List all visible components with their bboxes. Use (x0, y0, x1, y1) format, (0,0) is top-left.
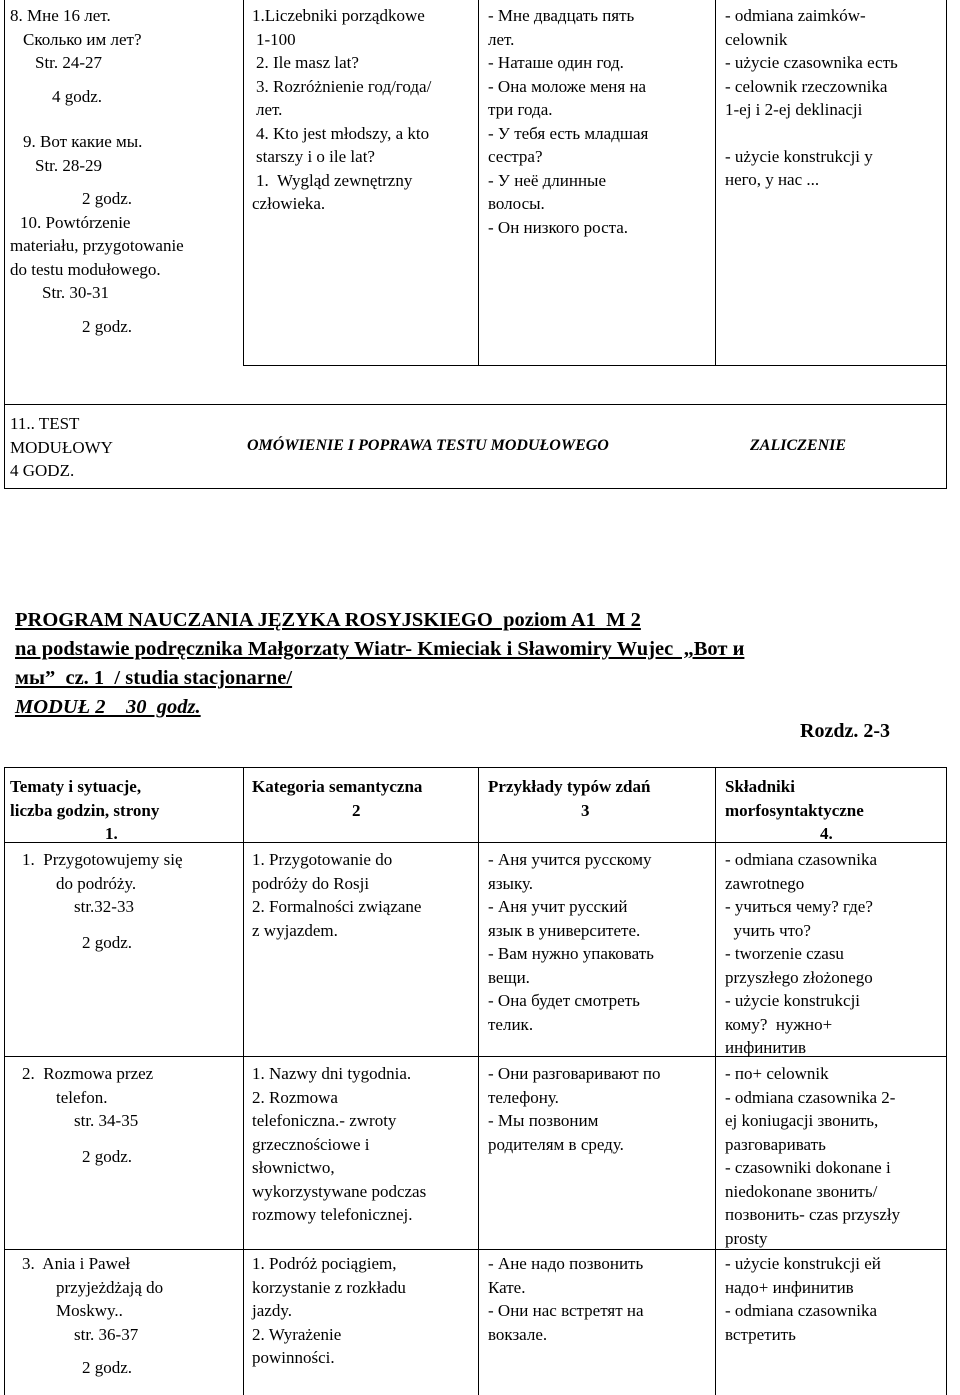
category-line: starszy i o ile lat? (256, 147, 375, 166)
header-topics (10, 775, 240, 846)
table-border (946, 767, 947, 1395)
topic-line: materiału, przygotowanie (10, 236, 184, 255)
row-line: - Мы позвоним (488, 1111, 599, 1130)
program-title-line: мы” cz. 1 / studia stacjonarne/ (15, 667, 293, 689)
row-line: Кате. (488, 1277, 526, 1297)
category-line: 1.Liczebniki porządkowe (252, 6, 425, 25)
test-label-line: MODUŁOWY (10, 437, 113, 457)
table-border (4, 0, 5, 489)
test-label-line: 11.. TEST (10, 414, 80, 433)
topic-line: 2 godz. (82, 316, 133, 336)
table-row-3-category (252, 1252, 474, 1370)
header-line: Przykłady typów zdań (488, 777, 651, 796)
row-line: родителям в среду. (488, 1134, 624, 1154)
row-line: кому? нужно+ (725, 1014, 833, 1034)
row-line: - Аня учит русский (488, 897, 628, 916)
example-line: - Он низкого роста. (488, 217, 629, 237)
row-line: - Она будет смотреть (488, 991, 640, 1010)
table-row-3-topic (22, 1252, 240, 1380)
table-border (478, 767, 479, 1395)
morphosyntax-cell (725, 4, 943, 192)
row-line: - Они нас встретят на (488, 1301, 644, 1320)
topic-line: Str. 24-27 (35, 53, 103, 72)
header-line: morfosyntaktyczne (725, 800, 864, 820)
row-line: встретить (725, 1324, 796, 1344)
morphosyntax-line: него, у нас ... (725, 170, 820, 189)
topic-line (10, 118, 235, 130)
row-line: rozmowy telefonicznej. (252, 1205, 413, 1224)
topic-line: Сколько им лет? (23, 29, 142, 49)
row-line: 1. Przygotowanie do (252, 850, 393, 869)
example-line: - Мне двадцать пять (488, 6, 635, 25)
test-review-text: OMÓWIENIE I POPRAWA TESTU MODUŁOWEGO (247, 437, 609, 454)
table-row-2-category (252, 1062, 474, 1227)
row-line: korzystanie z rozkładu (252, 1277, 406, 1297)
row-line: - Аня учится русскому (488, 850, 652, 869)
header-line: Kategoria semantyczna (252, 777, 423, 796)
program-title-line: PROGRAM NAUCZANIA JĘZYKA ROSYJSKIEGO poziom A1 M 2 (15, 609, 641, 631)
header-line: 3 (581, 800, 590, 820)
row-line: 1. Nazwy dni tygodnia. (252, 1064, 412, 1083)
topic-line (10, 108, 235, 118)
row-line: z wyjazdem. (252, 920, 338, 940)
row-line: powinności. (252, 1348, 335, 1367)
topic-line: Str. 28-29 (35, 155, 103, 175)
row-line: zawrotnego (725, 873, 805, 893)
row-line: do podróży. (56, 873, 137, 893)
row-line: учить что? (725, 920, 811, 940)
row-line: przyszłego złożonego (725, 967, 873, 987)
morphosyntax-line: - odmiana zaimków- (725, 6, 866, 25)
row-line: вокзале. (488, 1324, 548, 1344)
row-line (22, 919, 240, 931)
row-line: przyjeżdżają do (56, 1277, 164, 1297)
header-sentence-examples (488, 775, 710, 822)
row-line: разговаривать (725, 1134, 826, 1154)
topic-line: 4 godz. (52, 86, 103, 106)
table-border (4, 767, 947, 768)
row-line: - odmiana czasownika (725, 1301, 877, 1320)
row-line: 2. Wyrażenie (252, 1324, 342, 1344)
table-row-3-examples (488, 1252, 710, 1346)
row-line: - użycie konstrukcji ей (725, 1254, 881, 1273)
row-line: str. 36-37 (74, 1324, 139, 1344)
program-title-line: na podstawie podręcznika Małgorzaty Wiatr- Kmieciak i Sławomiry Wujec „Вот и (15, 638, 745, 660)
topic-line: 8. Мне 16 лет. (10, 6, 111, 25)
header-semantic-category (252, 775, 474, 822)
row-line: 2. Rozmowa (252, 1087, 338, 1107)
table-border (4, 767, 5, 1395)
program-title (15, 606, 945, 722)
category-line: 3. Rozróżnienie год/года/ (256, 76, 432, 96)
category-line: 1. Wygląd zewnętrzny (256, 170, 413, 190)
row-line: - odmiana czasownika (725, 850, 877, 869)
row-line: 2 godz. (82, 1146, 133, 1166)
row-line: - Ане надо позвонить (488, 1254, 644, 1273)
row-line: telefoniczna.- zwroty (252, 1111, 397, 1130)
row-line: 2 godz. (82, 932, 133, 952)
example-line: сестра? (488, 147, 543, 166)
example-line: - Она моложе меня на (488, 76, 647, 96)
row-line: - учиться чему? где? (725, 897, 873, 916)
row-line: 2 godz. (82, 1358, 133, 1377)
header-morphosyntax (725, 775, 943, 846)
table-row-3-morphosyntax (725, 1252, 943, 1346)
table-row-2-morphosyntax (725, 1062, 943, 1250)
example-line: волосы. (488, 194, 545, 213)
example-line: - У неё длинные (488, 170, 607, 190)
row-line: 3. Ania i Paweł (22, 1254, 131, 1273)
row-line: prosty (725, 1228, 768, 1248)
row-line: - użycie konstrukcji (725, 991, 861, 1010)
row-line: вещи. (488, 967, 530, 987)
table-border (4, 404, 947, 405)
row-line: 2. Formalności związane (252, 897, 422, 916)
topic-line (10, 177, 235, 187)
header-line: Składniki (725, 777, 795, 796)
row-line: słownictwo, (252, 1158, 335, 1177)
chapter-range: Rozdz. 2-3 (800, 720, 890, 742)
table-border (715, 0, 716, 365)
table-border (243, 0, 244, 365)
table-border (946, 0, 947, 489)
morphosyntax-line: - użycie konstrukcji у (725, 146, 873, 166)
table-row-1-category (252, 848, 474, 942)
row-line: Moskwy.. (56, 1301, 123, 1320)
credit-text: ZALICZENIE (750, 437, 847, 454)
row-line: niedokonane звонить/ (725, 1181, 878, 1201)
morphosyntax-line: 1-ej i 2-ej deklinacji (725, 100, 863, 119)
sentence-examples-cell (488, 4, 710, 239)
row-line: телефону. (488, 1087, 559, 1107)
row-line: grzecznościowe i (252, 1134, 370, 1154)
topic-line (10, 75, 235, 85)
row-line: надо+ инфинитив (725, 1277, 854, 1297)
row-line: инфинитив (725, 1038, 807, 1057)
table-border (715, 767, 716, 1395)
morphosyntax-line (725, 122, 943, 145)
topic-line: Str. 30-31 (42, 283, 110, 302)
module-line: MODUŁ 2 30 godz. (15, 696, 201, 718)
table-row-1-topic (22, 848, 240, 954)
test-label-line: 4 GODZ. (10, 461, 75, 480)
row-line (22, 1133, 240, 1145)
category-line: 2. Ile masz lat? (256, 53, 359, 72)
row-line: позвонить- czas przyszły (725, 1205, 901, 1224)
header-line: 4. (820, 824, 833, 843)
morphosyntax-line: celownik (725, 29, 788, 49)
header-line: 2 (352, 800, 361, 820)
row-line: - czasowniki dokonane i (725, 1158, 891, 1177)
example-line: - У тебя есть младшая (488, 123, 649, 143)
table-border (478, 0, 479, 365)
topic-line: 9. Вот какие мы. (23, 132, 143, 151)
row-line: - по+ celownik (725, 1064, 829, 1083)
row-line: 1. Przygotowujemy się (22, 850, 183, 869)
row-line: str.32-33 (74, 897, 134, 916)
semantic-category-cell (252, 4, 474, 216)
row-line: - odmiana czasownika 2- (725, 1087, 896, 1107)
topic-line: do testu modułowego. (10, 259, 161, 279)
row-line: str. 34-35 (74, 1111, 139, 1130)
row-line (22, 1346, 240, 1356)
table-border (243, 365, 947, 366)
table-border (4, 488, 947, 489)
topic-line: 2 godz. (82, 189, 133, 208)
row-line: - Вам нужно упаковать (488, 944, 654, 963)
category-line: 4. Kto jest młodszy, a kto (256, 123, 430, 143)
row-line: 2. Rozmowa przez (22, 1064, 154, 1083)
row-line: телик. (488, 1014, 534, 1034)
category-line: 1-100 (256, 29, 296, 49)
row-line: telefon. (56, 1087, 108, 1107)
row-line: язык в университете. (488, 920, 641, 940)
row-line: ej koniugacji звонить, (725, 1111, 879, 1130)
row-line: 1. Podróż pociągiem, (252, 1254, 397, 1273)
row-line: wykorzystywane podczas (252, 1181, 427, 1201)
lesson-topics-cell (10, 4, 235, 338)
table-row-2-topic (22, 1062, 240, 1168)
category-line: człowieka. (252, 194, 326, 213)
table-border (243, 767, 244, 1395)
row-line: podróży do Rosji (252, 873, 370, 893)
row-line: - Они разговаривают по (488, 1064, 661, 1083)
topic-line: 10. Powtórzenie (20, 212, 131, 232)
table-row-2-examples (488, 1062, 710, 1156)
table-row-1-morphosyntax (725, 848, 943, 1060)
morphosyntax-line: - celownik rzeczownika (725, 76, 888, 96)
row-line: языку. (488, 873, 534, 893)
header-line: 1. (105, 824, 118, 843)
example-line: лет. (488, 29, 515, 49)
test-label (10, 412, 160, 483)
example-line: - Наташе один год. (488, 53, 624, 72)
example-line: три года. (488, 100, 553, 119)
header-line: liczba godzin, strony (10, 800, 160, 820)
table-row-1-examples (488, 848, 710, 1036)
row-line: - tworzenie czasu (725, 944, 844, 963)
category-line: лет. (256, 100, 283, 119)
morphosyntax-line: - użycie czasownika есть (725, 53, 898, 72)
topic-line (10, 305, 235, 315)
row-line: jazdy. (252, 1301, 292, 1320)
header-line: Tematy i sytuacje, (10, 777, 142, 796)
